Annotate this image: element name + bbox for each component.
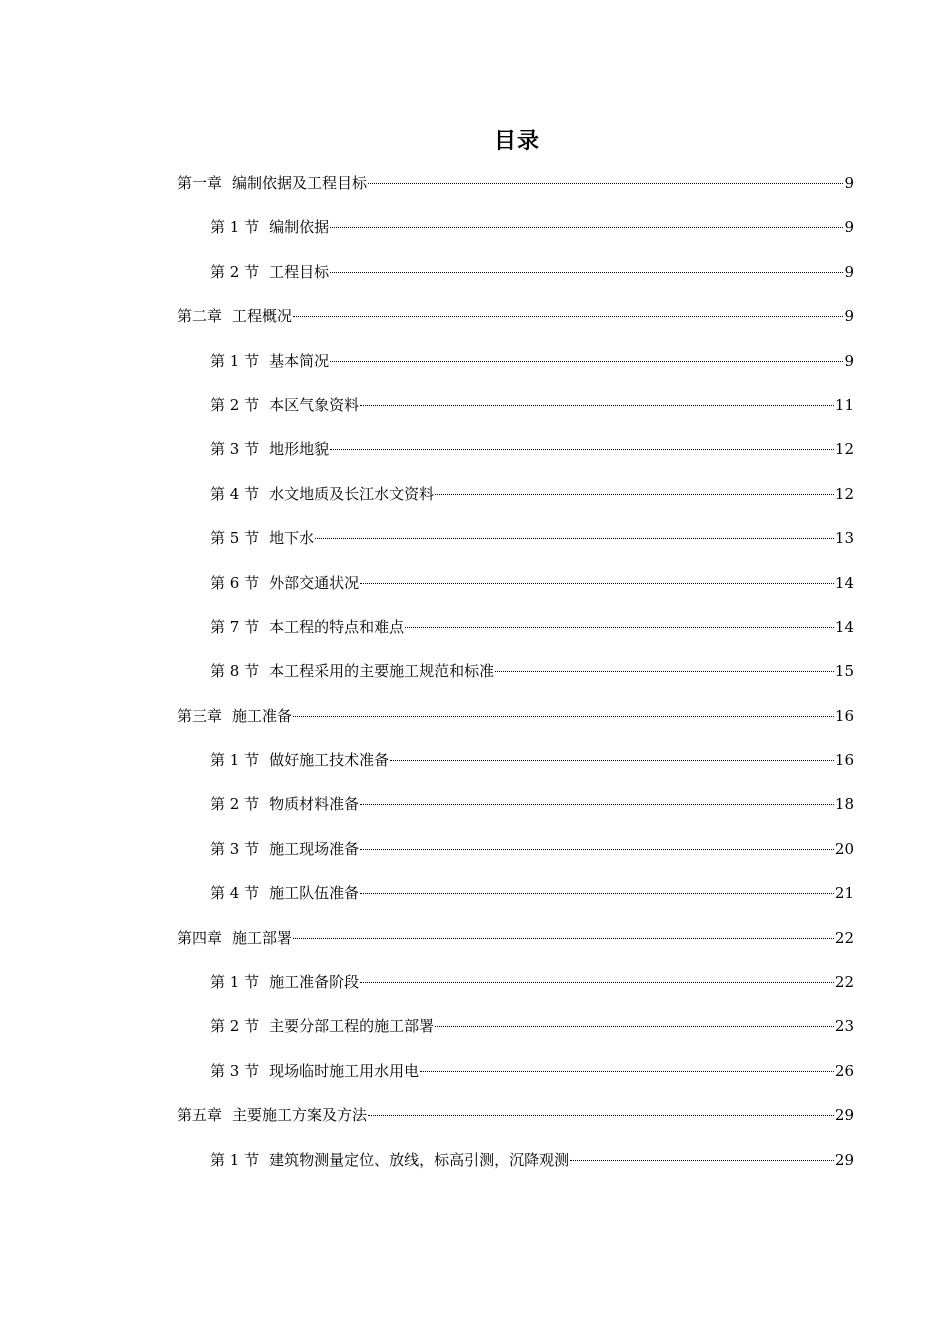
toc-entry-number: 第三章 xyxy=(177,706,223,725)
toc-section-entry[interactable] xyxy=(177,481,854,525)
toc-chapter-entry[interactable] xyxy=(177,303,854,347)
toc-page-number: 9 xyxy=(844,262,854,281)
toc-entry-title: 基本简况 xyxy=(269,351,330,370)
toc-page-number: 20 xyxy=(834,839,854,858)
toc-entry-number: 第二章 xyxy=(177,307,223,326)
toc-entry-number: 第一章 xyxy=(177,174,223,192)
toc-entry-title: 施工部署 xyxy=(232,928,293,947)
toc-entry-number: 第 7 节 xyxy=(210,617,260,636)
toc-entry-number: 第 4 节 xyxy=(210,484,260,503)
toc-page-number: 16 xyxy=(834,751,854,770)
toc-entry-title: 本工程的特点和难点 xyxy=(269,617,405,636)
toc-entry-number: 第五章 xyxy=(177,1106,223,1125)
toc-page-number: 11 xyxy=(834,395,854,414)
toc-page-number: 13 xyxy=(834,529,854,548)
toc-page-number: 9 xyxy=(844,351,854,370)
toc-entry-title: 主要施工方案及方法 xyxy=(232,1106,368,1125)
toc-entry-number: 第 1 节 xyxy=(210,351,260,370)
toc-entry-title: 工程目标 xyxy=(269,262,330,281)
toc-section-entry[interactable] xyxy=(177,1147,854,1191)
toc-entry-number: 第 2 节 xyxy=(210,395,260,414)
toc-section-entry[interactable] xyxy=(177,214,854,258)
toc-dot-leader xyxy=(390,760,834,761)
toc-section-entry[interactable] xyxy=(177,570,854,614)
toc-entry-title: 外部交通状况 xyxy=(269,573,360,592)
toc-entry-number: 第 8 节 xyxy=(210,662,260,681)
toc-entry-title: 地形地貌 xyxy=(269,440,330,459)
toc-dot-leader xyxy=(360,804,834,805)
toc-entry-title: 编制依据 xyxy=(269,218,330,237)
toc-entry-number: 第 3 节 xyxy=(210,440,260,459)
toc-section-entry[interactable] xyxy=(177,880,854,924)
toc-entry-title: 施工现场准备 xyxy=(269,839,360,858)
toc-dot-leader xyxy=(570,1160,834,1161)
toc-entry-title: 建筑物测量定位、放线，标高引测，沉降观测 xyxy=(269,1150,570,1169)
toc-entry-title: 地下水 xyxy=(269,529,315,548)
toc-entry-title: 现场临时施工用水用电 xyxy=(269,1061,420,1080)
toc-dot-leader xyxy=(405,627,834,628)
toc-dot-leader xyxy=(435,494,834,495)
toc-page-number: 12 xyxy=(834,440,854,459)
toc-entry-number: 第 5 节 xyxy=(210,529,260,548)
toc-entry-number: 第 4 节 xyxy=(210,884,260,903)
toc-page-number: 14 xyxy=(834,617,854,636)
toc-page-number: 15 xyxy=(834,662,854,681)
toc-entry-number: 第 6 节 xyxy=(210,573,260,592)
toc-entry-title: 物质材料准备 xyxy=(269,795,360,814)
toc-entry-title: 本区气象资料 xyxy=(269,395,360,414)
toc-entry-title: 工程概况 xyxy=(232,307,293,326)
toc-dot-leader xyxy=(330,361,843,362)
toc-entry-number: 第 2 节 xyxy=(210,262,260,281)
toc-chapter-entry[interactable] xyxy=(177,1102,854,1146)
toc-page-number: 23 xyxy=(834,1017,854,1036)
toc-entry-number: 第 3 节 xyxy=(210,839,260,858)
toc-entry-title: 主要分部工程的施工部署 xyxy=(269,1017,435,1036)
toc-dot-leader xyxy=(293,716,834,717)
toc-dot-leader xyxy=(360,405,834,406)
toc-entry-title: 本工程采用的主要施工规范和标准 xyxy=(269,662,495,681)
toc-page-number: 22 xyxy=(834,928,854,947)
toc-section-entry[interactable] xyxy=(177,791,854,835)
toc-page-number: 9 xyxy=(844,307,854,326)
toc-dot-leader xyxy=(495,671,834,672)
toc-dot-leader xyxy=(360,849,834,850)
toc-dot-leader xyxy=(330,272,843,273)
toc-dot-leader xyxy=(360,583,834,584)
toc-entry-number: 第四章 xyxy=(177,928,223,947)
toc-chapter-entry[interactable] xyxy=(177,925,854,969)
toc-entry-number: 第 1 节 xyxy=(210,1150,260,1169)
toc-page-number: 21 xyxy=(834,884,854,903)
toc-page-number: 29 xyxy=(834,1106,854,1125)
toc-dot-leader xyxy=(368,1115,834,1116)
toc-entry-title: 编制依据及工程目标 xyxy=(232,174,368,192)
toc-entry-number: 第 2 节 xyxy=(210,1017,260,1036)
toc-dot-leader xyxy=(315,538,834,539)
toc-section-entry[interactable] xyxy=(177,1013,854,1057)
toc-chapter-entry[interactable] xyxy=(177,170,854,214)
toc-section-entry[interactable] xyxy=(177,392,854,436)
toc-page-number: 29 xyxy=(834,1150,854,1169)
toc-dot-leader xyxy=(360,982,834,983)
toc-dot-leader xyxy=(368,183,843,184)
toc-page-number: 16 xyxy=(834,706,854,725)
toc-dot-leader xyxy=(330,227,843,228)
toc-list xyxy=(177,170,854,1191)
toc-section-entry[interactable] xyxy=(177,658,854,702)
toc-dot-leader xyxy=(330,449,834,450)
toc-entry-number: 第 2 节 xyxy=(210,795,260,814)
toc-section-entry[interactable] xyxy=(177,259,854,303)
toc-page-number: 18 xyxy=(834,795,854,814)
toc-title: 目录 xyxy=(493,128,540,154)
toc-entry-number: 第 3 节 xyxy=(210,1061,260,1080)
toc-entry-number: 第 1 节 xyxy=(210,973,260,992)
toc-page-number: 26 xyxy=(834,1061,854,1080)
toc-dot-leader xyxy=(360,893,834,894)
toc-entry-number: 第 1 节 xyxy=(210,751,260,770)
toc-page-number: 12 xyxy=(834,484,854,503)
toc-section-entry[interactable] xyxy=(177,348,854,392)
toc-entry-title: 水文地质及长江水文资料 xyxy=(269,484,435,503)
toc-section-entry[interactable] xyxy=(177,836,854,880)
toc-section-entry[interactable] xyxy=(177,969,854,1013)
toc-page-number: 22 xyxy=(834,973,854,992)
toc-entry-title: 施工准备 xyxy=(232,706,293,725)
toc-section-entry[interactable] xyxy=(177,747,854,791)
toc-page-number: 14 xyxy=(834,573,854,592)
toc-entry-title: 施工队伍准备 xyxy=(269,884,360,903)
toc-section-entry[interactable] xyxy=(177,614,854,658)
toc-dot-leader xyxy=(420,1071,834,1072)
toc-entry-title: 施工准备阶段 xyxy=(269,973,360,992)
toc-section-entry[interactable] xyxy=(177,525,854,569)
toc-dot-leader xyxy=(435,1026,834,1027)
toc-section-entry[interactable] xyxy=(177,1058,854,1102)
toc-section-entry[interactable] xyxy=(177,436,854,480)
toc-dot-leader xyxy=(293,938,834,939)
toc-entry-title: 做好施工技术准备 xyxy=(269,751,390,770)
toc-dot-leader xyxy=(293,316,843,317)
toc-entry-number: 第 1 节 xyxy=(210,218,260,237)
toc-chapter-entry[interactable] xyxy=(177,703,854,747)
toc-page-number: 9 xyxy=(844,174,854,192)
toc-page-number: 9 xyxy=(844,218,854,237)
